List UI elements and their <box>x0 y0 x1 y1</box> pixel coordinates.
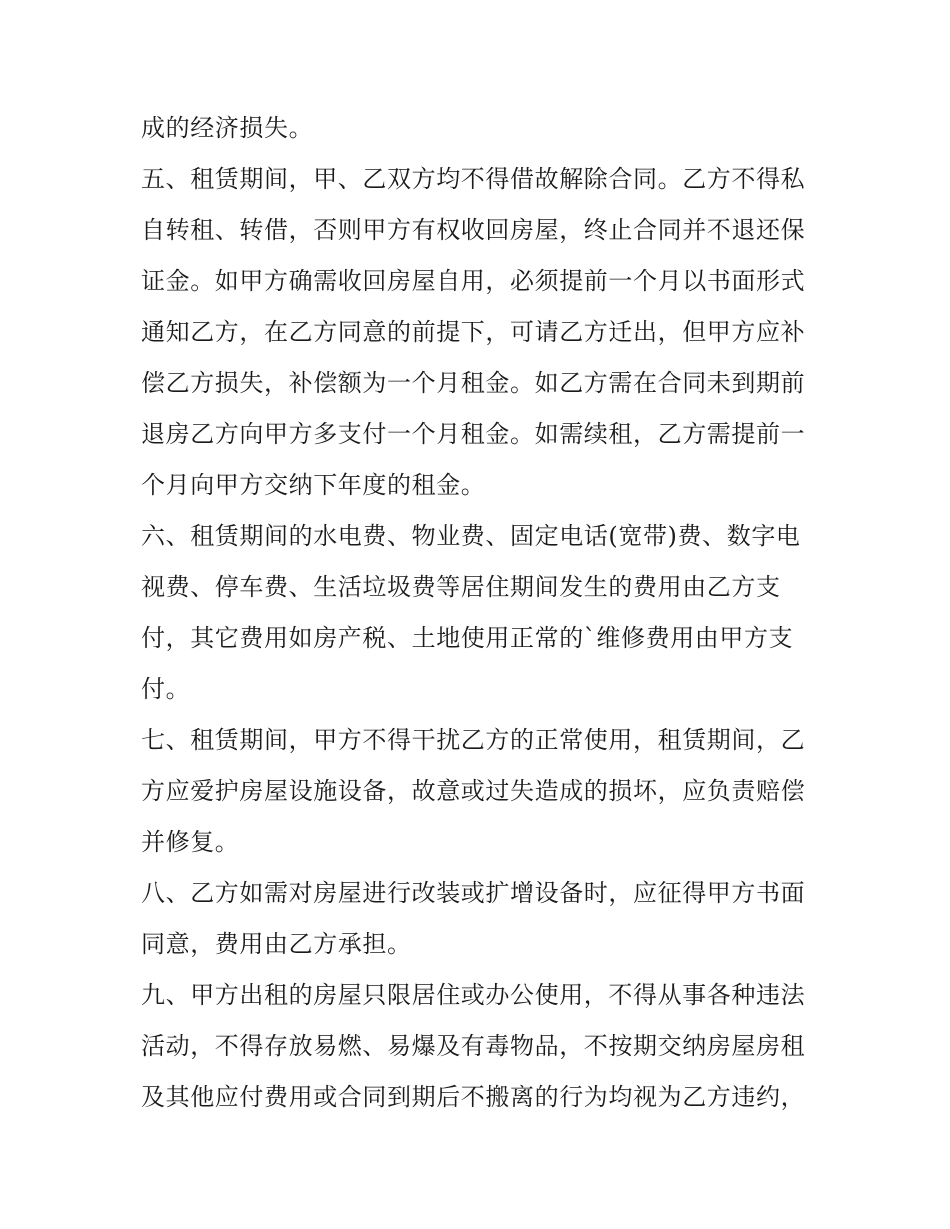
text-line-17: 同意，费用由乙方承担。 <box>141 930 412 958</box>
text-line-14: 方应爱护房屋设施设备，故意或过失造成的损坏，应负责赔偿 <box>141 777 806 805</box>
text-line-7: 退房乙方向甲方多支付一个月租金。如需续租，乙方需提前一 <box>141 420 806 448</box>
text-line-18: 九、甲方出租的房屋只限居住或办公使用，不得从事各种违法 <box>141 981 806 1009</box>
text-line-9: 六、租赁期间的水电费、物业费、固定电话(宽带)费、数字电 <box>141 522 801 550</box>
text-line-20: 及其他应付费用或合同到期后不搬离的行为均视为乙方违约， <box>141 1083 806 1111</box>
text-line-15: 并修复。 <box>141 828 240 856</box>
text-line-8: 个月向甲方交纳下年度的租金。 <box>141 471 486 499</box>
text-line-6: 偿乙方损失，补偿额为一个月租金。如乙方需在合同未到期前 <box>141 369 806 397</box>
text-line-1: 成的经济损失。 <box>141 114 314 142</box>
text-line-19: 活动，不得存放易燃、易爆及有毒物品，不按期交纳房屋房租 <box>141 1032 806 1060</box>
text-line-5: 通知乙方，在乙方同意的前提下，可请乙方迁出，但甲方应补 <box>141 318 806 346</box>
text-line-16: 八、乙方如需对房屋进行改装或扩增设备时，应征得甲方书面 <box>141 879 806 907</box>
text-line-10: 视费、停车费、生活垃圾费等居住期间发生的费用由乙方支 <box>141 573 781 601</box>
text-line-13: 七、租赁期间，甲方不得干扰乙方的正常使用，租赁期间，乙 <box>141 726 806 754</box>
text-line-12: 付。 <box>141 675 191 703</box>
text-line-3: 自转租、转借，否则甲方有权收回房屋，终止合同并不退还保 <box>141 216 806 244</box>
text-line-4: 证金。如甲方确需收回房屋自用，必须提前一个月以书面形式 <box>141 267 806 295</box>
text-line-11: 付，其它费用如房产税、土地使用正常的`维修费用由甲方支 <box>141 624 794 652</box>
text-line-2: 五、租赁期间，甲、乙双方均不得借故解除合同。乙方不得私 <box>141 165 806 193</box>
